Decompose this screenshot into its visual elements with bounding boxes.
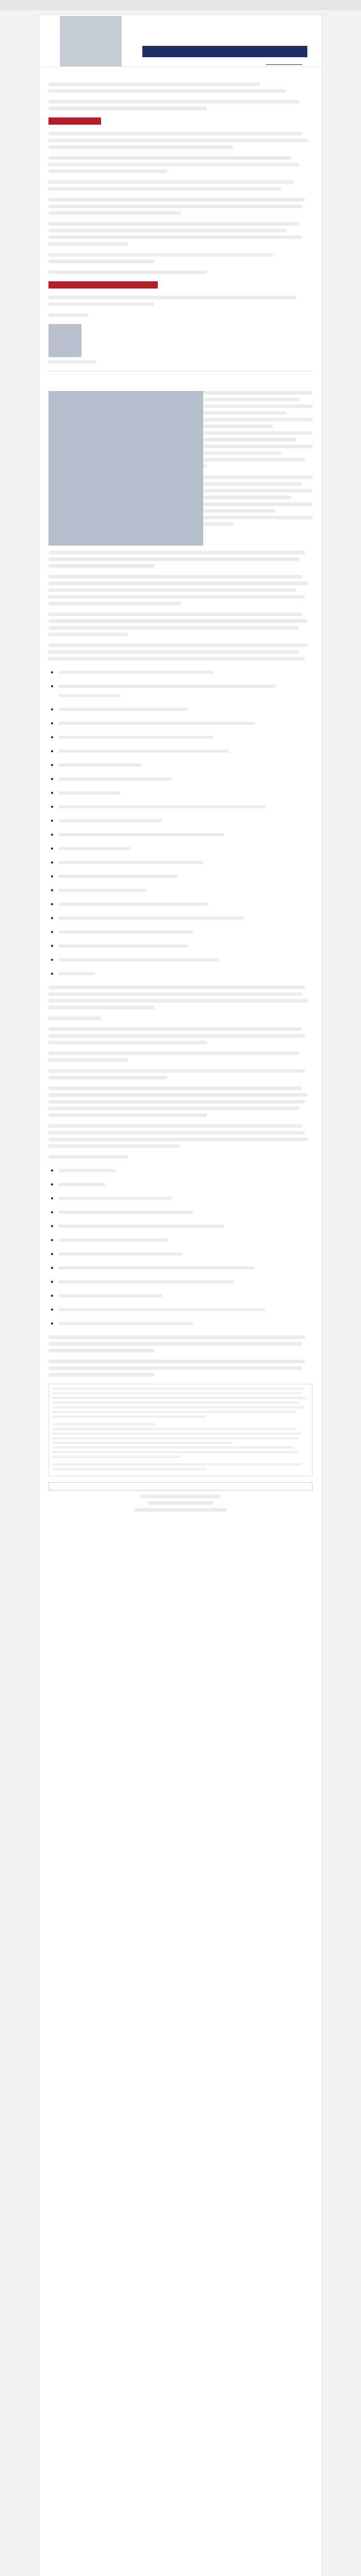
paid-for-box [48, 1482, 313, 1490]
email-body [39, 14, 322, 2576]
header-banner [39, 15, 322, 67]
list-item [59, 1305, 313, 1314]
list-item [59, 1222, 313, 1231]
list-item [59, 668, 313, 677]
list-item [59, 816, 313, 825]
paragraph-placeholder [48, 551, 313, 568]
signer-name [48, 360, 313, 364]
list-item [59, 682, 313, 700]
paragraph-placeholder [48, 1087, 313, 1117]
list-item [59, 1194, 313, 1203]
disclaimer-box [48, 1384, 313, 1476]
list-item [59, 872, 313, 881]
email-footer-links[interactable] [48, 1495, 313, 1512]
paragraph-placeholder [48, 1335, 313, 1352]
list-item [59, 913, 313, 923]
list-item [59, 858, 313, 867]
intro-paragraph [48, 82, 313, 93]
list-item [59, 955, 313, 964]
donate-link-1[interactable] [48, 117, 101, 125]
paragraph-placeholder [48, 198, 313, 215]
paragraph-placeholder [48, 253, 313, 263]
candidate-portrait [60, 16, 122, 66]
list-item [59, 830, 313, 839]
list-item [59, 719, 313, 728]
list-item [59, 927, 313, 937]
list-item [59, 1180, 313, 1189]
list-item [59, 788, 313, 798]
paragraph-placeholder [48, 296, 313, 306]
donate-link-2[interactable] [48, 281, 158, 289]
list-item [59, 1249, 313, 1259]
list-item [59, 1277, 313, 1286]
paragraph-placeholder [48, 575, 313, 605]
list-item [59, 760, 313, 770]
paragraph-placeholder [48, 156, 313, 173]
paragraph-placeholder [48, 1027, 313, 1044]
paragraph-placeholder [48, 100, 313, 110]
list-item [59, 705, 313, 714]
list-item [59, 802, 313, 811]
list-item [59, 774, 313, 784]
agenda-list [59, 1166, 313, 1328]
list-item [59, 900, 313, 909]
list-item [59, 844, 313, 853]
paragraph-placeholder [48, 1052, 313, 1062]
paragraph-placeholder [48, 1069, 313, 1079]
banner-subheadline [142, 46, 307, 57]
closing [48, 313, 313, 317]
paragraph-placeholder [48, 613, 313, 636]
list-item [59, 1208, 313, 1217]
candidate-photo [48, 391, 203, 546]
list-item [59, 1291, 313, 1300]
paragraph-placeholder [48, 1124, 313, 1148]
list-item [59, 1319, 313, 1328]
sponsored-message-bar [0, 0, 361, 10]
list-item [59, 747, 313, 756]
list-item [59, 969, 313, 978]
paragraph-placeholder [48, 180, 313, 191]
list-item [59, 1235, 313, 1245]
paragraph-placeholder [48, 1155, 313, 1159]
signer-photo [48, 324, 81, 357]
paragraph-placeholder [48, 222, 313, 246]
list-item [59, 941, 313, 951]
accomplishments-list [59, 668, 313, 978]
paragraph-placeholder [48, 270, 313, 274]
list-item [59, 1166, 313, 1175]
paragraph-placeholder [48, 986, 313, 1009]
paragraph-placeholder [48, 1016, 313, 1020]
paragraph-placeholder [48, 1360, 313, 1377]
signature-graphic [266, 58, 302, 65]
paragraph-placeholder [48, 132, 313, 149]
list-item [59, 886, 313, 895]
paragraph-placeholder [48, 643, 313, 660]
list-item [59, 733, 313, 742]
about-section-title [48, 371, 313, 386]
list-item [59, 1263, 313, 1273]
